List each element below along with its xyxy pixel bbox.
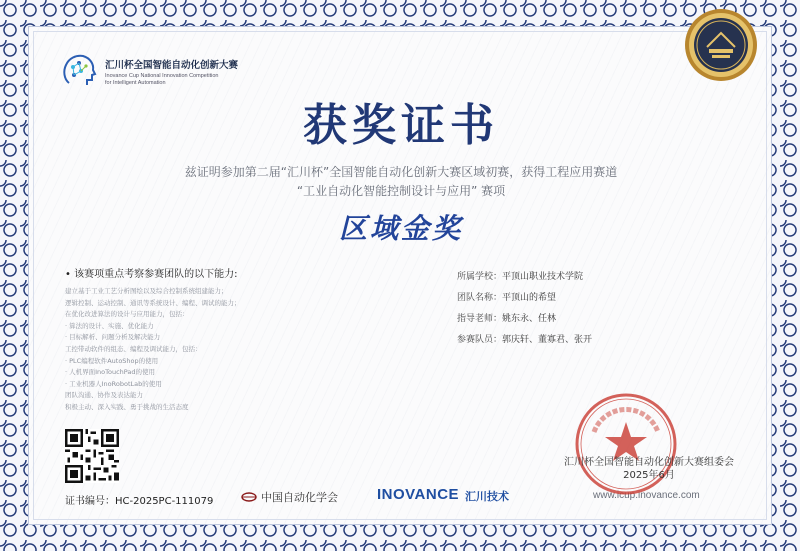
ability-line: 逻辑控制、运动控制、通讯等系统设计、编程、调试的能力；: [65, 298, 241, 307]
ability-line: 工控带动软件的组态、编程及调试能力，包括：: [65, 344, 202, 353]
advisor-row: [457, 309, 592, 330]
abilities-heading: • 该赛项重点考察参赛团队的以下能力:: [65, 269, 238, 280]
ability-line: 团队沟通、协作及表达能力: [65, 391, 143, 400]
members-label: 参赛队员：: [457, 335, 503, 345]
ability-line: 在优化改进算法的设计与应用能力，包括：: [65, 310, 189, 319]
ability-line: · PLC编程软件AutoShop的使用: [65, 356, 159, 365]
advisor-label: 指导老师：: [457, 314, 503, 324]
members-value: 郭庆轩、董寡君、张开: [502, 335, 593, 345]
team-name-row: [457, 288, 592, 309]
ability-line: · 算法的设计、实施、优化能力: [65, 321, 154, 330]
team-name-value: 平顶山的希望: [502, 293, 557, 303]
school-value: 平顶山职业技术学院: [502, 272, 584, 282]
organizer-name: 汇川杯全国智能自动化创新大赛组委会: [564, 457, 734, 468]
ability-line: · 人机界面InoTouchPad的使用: [65, 368, 156, 377]
team-name-label: 团队名称：: [457, 293, 503, 303]
certificate-paper: [28, 26, 772, 525]
gold-medal-icon: [683, 7, 759, 83]
caa-name: 中国自动化学会: [261, 491, 338, 504]
caa-emblem-icon: [241, 492, 257, 502]
team-info: [457, 267, 592, 351]
logo-subtitle: [105, 73, 218, 87]
caa-logo: [241, 489, 338, 505]
ability-line: · 目标解析、问题分析及解决能力: [65, 333, 161, 342]
issue-date: 2025年6月: [623, 470, 675, 481]
certificate-title: 获奖证书: [303, 100, 499, 151]
qr-code[interactable]: [65, 429, 119, 483]
logo-subtitle-line1: Inovance Cup National Innovation Competition: [105, 73, 219, 79]
inovance-logo: INOVANCE: [377, 486, 460, 503]
certificate-description-line1: 兹证明参加第二届“汇川杯”全国智能自动化创新大赛区域初赛，获得工程应用赛道: [184, 165, 618, 179]
abilities-section: [65, 265, 325, 414]
school-row: [457, 267, 592, 288]
ability-line: 建立基于工业工艺分析图绘以及综合控制系统组建能力；: [65, 287, 228, 295]
award-name: 区域金奖: [338, 212, 463, 245]
ability-line: · 工业机器人InoRobotLab的使用: [65, 379, 162, 388]
certificate-number: 证书编号：HC-2025PC-111079: [65, 496, 214, 507]
website-url[interactable]: www.icup.inovance.com: [593, 490, 700, 501]
certificate-description-line2: “工业自动化智能控制设计与应用” 赛项: [296, 184, 506, 198]
head-circuit-icon: [61, 53, 97, 87]
advisor-value: 姚东永、任林: [502, 314, 557, 324]
logo-subtitle-line2: for Intelligent Automation: [105, 80, 166, 86]
members-row: [457, 330, 592, 351]
logo-title: 汇川杯全国智能自动化创新大赛: [105, 60, 239, 71]
school-label: 所属学校：: [457, 272, 503, 282]
ability-line: 积极主动、深入实践、勇于挑战的生活态度: [65, 402, 189, 411]
huichuan-logo-text: 汇川技术: [465, 490, 509, 503]
